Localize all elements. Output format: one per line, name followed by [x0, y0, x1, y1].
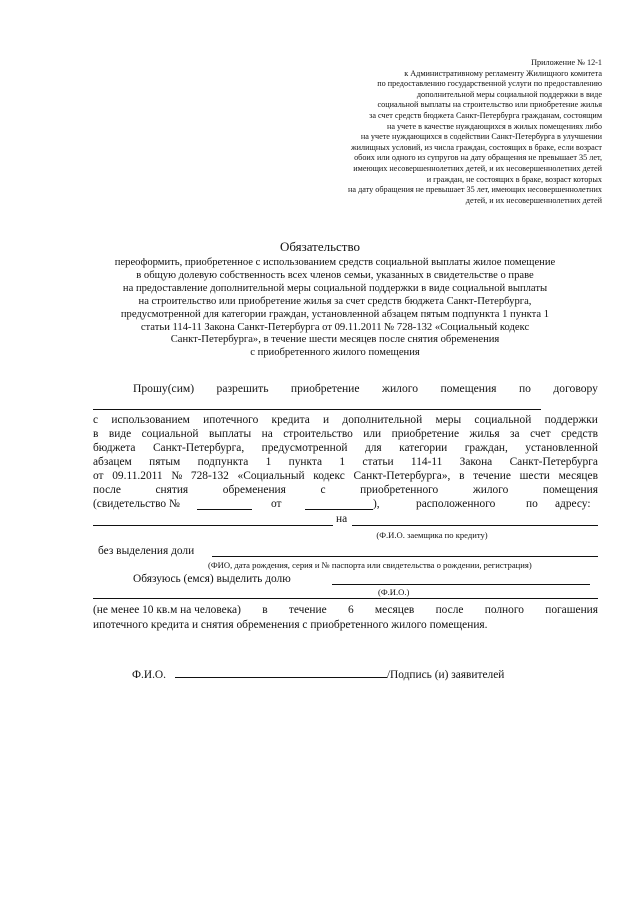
final-word: 6: [347, 604, 354, 616]
paragraph-row: [93, 413, 598, 427]
paragraph-word: социальной: [474, 414, 532, 426]
no-share-blank[interactable]: [212, 556, 598, 557]
paragraph-word: течение: [473, 470, 511, 483]
on-label: на: [336, 513, 348, 525]
paragraph-word: Санкт-Петербурга,: [152, 442, 245, 455]
paragraph-word: кодекс: [313, 470, 345, 483]
appendix-line: на учете в качестве нуждающихся в жилых помещениях либо: [387, 121, 602, 131]
final-row: [93, 603, 598, 618]
paragraph-word: с: [320, 484, 326, 497]
borrower-blank[interactable]: [352, 525, 598, 526]
share-blank[interactable]: [332, 584, 590, 585]
contract-blank[interactable]: [93, 409, 541, 410]
signature-fio-blank[interactable]: [175, 666, 387, 678]
subtitle-line: переоформить, приобретенное с использованием средств социальной выплаты жилое помещение: [114, 257, 556, 268]
request-line: [133, 382, 598, 395]
subtitle-line: на строительство или приобретение жилья за счет средств бюджета Санкт-Петербурга,: [138, 295, 532, 307]
address-blank[interactable]: [93, 525, 333, 526]
paragraph-word: после: [93, 484, 121, 497]
appendix-line: к Административному регламенту Жилищного комитета: [404, 68, 602, 78]
final-word: после: [435, 604, 464, 616]
certificate-close: ),: [373, 498, 380, 510]
paragraph-word: выплаты: [208, 428, 252, 441]
paragraph-word: граждан,: [464, 442, 508, 455]
paragraph-word: строительство: [283, 428, 353, 441]
signature-fio-label: Ф.И.О.: [132, 669, 166, 681]
located-label: расположенного: [416, 498, 496, 510]
paragraph-word: дополнительной: [342, 414, 423, 426]
paragraph-word: приобретенного: [360, 484, 439, 497]
final-paragraph: [93, 603, 598, 633]
appendix-line: детей, и их несовершеннолетних детей: [465, 195, 602, 205]
paragraph-row: [93, 427, 598, 441]
appendix-line: по предоставлению государственной услуги по предоставлению: [377, 79, 602, 89]
subtitle-line: в общую долевую собственность всех членов семьи, указанных в свидетельстве о праве: [136, 269, 534, 281]
paragraph-word: кредита: [271, 414, 310, 426]
request-word: по: [518, 382, 531, 395]
borrower-caption: (Ф.И.О. заемщика по кредиту): [376, 530, 488, 540]
appendix-line: Приложение № 12-1: [531, 58, 602, 67]
appendix-line: дополнительной меры социальной поддержки в виде: [416, 89, 602, 99]
paragraph-word: в: [93, 428, 99, 441]
appendix-line: жилищных условий, из числа граждан, состоящих в браке, если возраст: [351, 142, 602, 152]
paragraph-word: подпункта: [197, 456, 249, 469]
paragraph-word: пункта: [288, 456, 323, 469]
paragraph-word: ипотечного: [203, 414, 259, 426]
paragraph-word: Закона: [459, 456, 493, 469]
appendix-line: на учете нуждающихся в содействии Санкт-Петербурга в улучшении: [360, 132, 602, 142]
paragraph-word: снятия: [155, 484, 189, 497]
paragraph-word: 09.11.2011: [112, 470, 163, 483]
certificate-label: (свидетельство №: [93, 498, 180, 510]
signature-row: [132, 666, 504, 681]
paragraph-word: 114-11: [410, 456, 443, 469]
paragraph-word: месяцев: [558, 470, 598, 483]
fio-caption: (Ф.И.О.): [378, 587, 410, 597]
paragraph-word: помещения: [542, 484, 598, 497]
paragraph-word: 1: [339, 456, 346, 469]
paragraph-word: пятым: [149, 456, 181, 469]
appendix-line: на дату обращения не превышает 35 лет, имеющих несовершеннолетних: [348, 185, 602, 195]
paragraph-word: счет: [530, 428, 551, 441]
subtitle-line: с приобретенного жилого помещения: [250, 347, 420, 359]
appendix-line: социальной выплаты на строительство или приобретение жилья: [377, 100, 602, 110]
appendix-line: и граждан, не состоящих в браке, возраст которых: [426, 174, 602, 184]
request-word: договору: [553, 382, 598, 395]
paragraph-word: шести: [519, 470, 550, 483]
fio-blank-line[interactable]: [93, 598, 598, 599]
paragraph-word: социальной: [141, 428, 199, 441]
no-share-label: без выделения доли: [98, 545, 195, 557]
final-word: погашения: [545, 604, 598, 616]
final-row: [93, 618, 598, 633]
subtitle-line: Санкт-Петербурга», в течение шести месяцев после снятия обременения: [170, 334, 500, 346]
paragraph-word: поддержки: [544, 414, 598, 426]
certificate-from-label: от: [271, 498, 282, 510]
paragraph-word: приобретение: [391, 428, 460, 441]
request-word: разрешить: [216, 382, 269, 395]
request-word: жилого: [381, 382, 419, 395]
paragraph-word: абзацем: [93, 456, 132, 469]
appendix-header: [272, 58, 602, 206]
paragraph-word: Санкт-Петербурга: [509, 456, 598, 469]
subtitle-line: на предоставление дополнительной меры социальной поддержки в виде социальной выплаты: [122, 282, 548, 294]
appendix-line: за счет средств бюджета Санкт-Петербурга гражданам, состоящим: [369, 110, 602, 120]
paragraph-word: статьи: [362, 456, 394, 469]
paragraph-word: установленной: [525, 442, 598, 455]
address-label: адресу:: [555, 498, 591, 510]
paragraph-word: бюджета: [93, 442, 136, 455]
paragraph-word: №: [171, 470, 183, 483]
final-word: течение: [288, 604, 327, 616]
subtitle-line: предусмотренной для категории граждан, установленной абзацем пятым подпункта 1 пункта 1: [120, 308, 550, 320]
paragraph-word: предусмотренной: [261, 442, 348, 455]
at-label: по: [526, 498, 538, 510]
subtitle-line: статьи 114-11 Закона Санкт-Петербурга от 09.11.2011 № 728-132 «Социальный кодекс: [140, 321, 530, 333]
appendix-line: обоих или одного из супругов на дату обращения не превышает 35 лет,: [354, 153, 602, 163]
paragraph-word: жилого: [472, 484, 509, 497]
paragraph-word: меры: [435, 414, 462, 426]
request-word: приобретение: [290, 382, 360, 395]
paragraph-word: средств: [561, 428, 598, 441]
paragraph-word: Санкт-Петербурга»,: [353, 470, 451, 483]
paragraph-word: 728-132: [190, 470, 229, 483]
paragraph-word: и: [323, 414, 330, 426]
paragraph-row: [93, 469, 598, 483]
oblige-label: Обязуюсь (емся) выделить долю: [133, 573, 291, 585]
paragraph-word: за: [510, 428, 520, 441]
paragraph-row: [93, 441, 598, 455]
paragraph-word: использованием: [111, 414, 190, 426]
main-paragraph: [93, 413, 598, 498]
final-word: полного: [484, 604, 524, 616]
paragraph-row: [93, 483, 598, 497]
paragraph-word: «Социальный: [237, 470, 305, 483]
final-word: (не менее 10 кв.м на человека): [93, 604, 241, 616]
request-word: помещения: [440, 382, 497, 395]
no-share-caption: (ФИО, дата рождения, серия и № паспорта или свидетельства о рождении, регистрация): [208, 560, 532, 570]
document-title: Обязательство: [279, 239, 361, 254]
paragraph-word: от: [93, 470, 104, 483]
final-word: месяцев: [374, 604, 415, 616]
paragraph-word: на: [261, 428, 273, 441]
document-subtitle: [70, 257, 600, 360]
signature-sign-label: /Подпись (и) заявителей: [386, 669, 505, 681]
request-word: Прошу(сим): [133, 382, 195, 395]
paragraph-word: категории: [399, 442, 448, 455]
final-word: ипотечного кредита и снятия обременения с приобретенного жилого помещения.: [93, 619, 488, 631]
certificate-date-blank[interactable]: [305, 509, 373, 510]
paragraph-word: жилья: [469, 428, 500, 441]
paragraph-word: для: [364, 442, 382, 455]
paragraph-word: виде: [108, 428, 132, 441]
paragraph-word: обременения: [222, 484, 286, 497]
appendix-line: имеющих несовершеннолетних детей, и их несовершеннолетних детей: [353, 163, 602, 173]
paragraph-word: с: [93, 414, 99, 426]
certificate-number-blank[interactable]: [197, 509, 252, 510]
paragraph-row: [93, 455, 598, 469]
paragraph-word: 1: [265, 456, 272, 469]
paragraph-word: или: [363, 428, 382, 441]
paragraph-word: в: [459, 470, 465, 483]
final-word: в: [262, 604, 268, 616]
certificate-row: [93, 497, 598, 511]
